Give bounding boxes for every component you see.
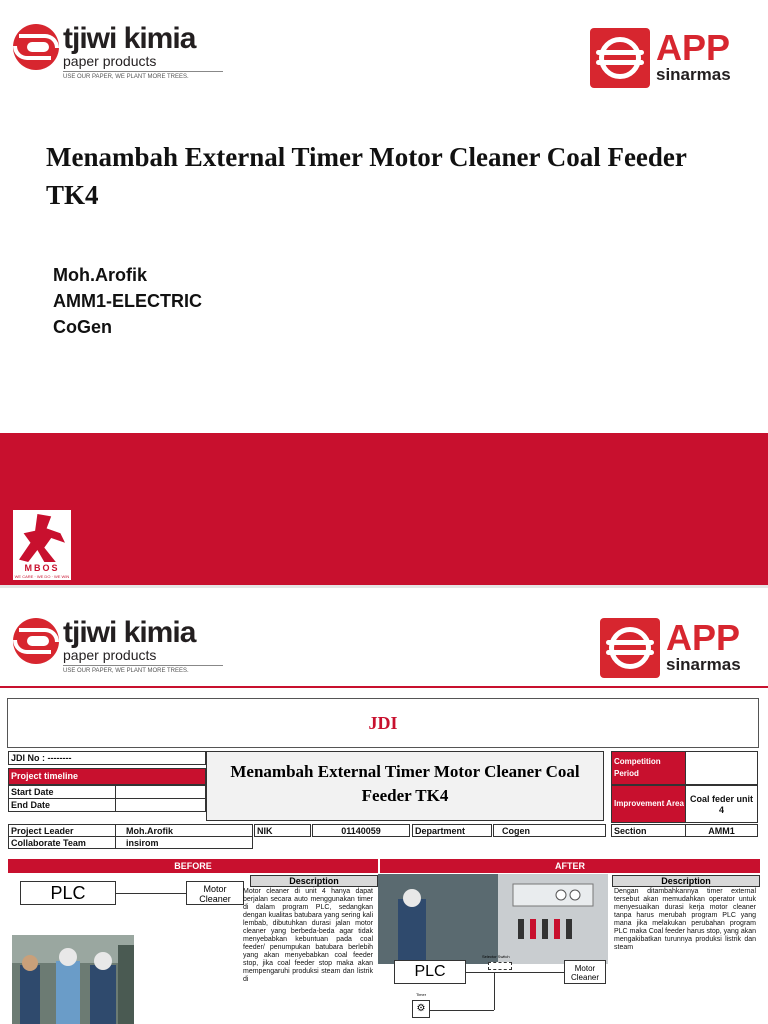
app-emblem-icon [590, 28, 650, 88]
nik-value: 01140059 [312, 824, 410, 837]
before-description: Motor cleaner di unit 4 hanya dapat berjalan secara auto menggunakan timer di dalam program PLC, sedangkan dengan kualitas batubara yang sering kali lembab, dibutuhkan durasi jalan motor cleaner yang berbeda-beda agar tidak menyebabkan kebuntuan pada coal feeder/ penumpukan batubara berlebih yang akan menyebabkan coal feeder stop, jika coal feeder stop maka akan mempengaruhi produksi steam dan listrik di [243, 888, 373, 983]
tjiwi-kimia-emblem-icon [13, 24, 59, 70]
before-description-header: Description [250, 875, 378, 887]
tjiwi-kimia-logo-2 [13, 618, 223, 674]
timer-icon: ⚙ [412, 1000, 430, 1018]
author-department: AMM1-ELECTRIC [53, 291, 202, 311]
competition-period-value [685, 751, 758, 785]
before-motor-box: Motor Cleaner [186, 881, 244, 905]
end-date-value [115, 798, 206, 812]
app-logo-sub: sinarmas [656, 65, 731, 84]
red-footer-band [0, 433, 768, 586]
logo-tagline: USE OUR PAPER, WE PLANT MORE TREES. [63, 74, 189, 80]
app-sinarmas-logo-2 [600, 618, 741, 678]
author-block [53, 262, 202, 340]
collaborate-team-label: Collaborate Team [8, 836, 116, 849]
jdi-number: JDI No : -------- [8, 751, 206, 765]
header-rule [0, 686, 768, 688]
jdi-header-frame [7, 698, 759, 748]
app-emblem-icon [600, 618, 660, 678]
section-value: AMM1 [685, 824, 758, 837]
after-diagram [382, 954, 608, 1024]
project-leader-value: Moh.Arofik [115, 824, 253, 837]
start-date-value [115, 785, 206, 799]
timer-label: Timer [416, 992, 427, 997]
department-value: Cogen [493, 824, 606, 837]
runner-figure-icon [19, 514, 65, 562]
before-plc-box: PLC [20, 881, 116, 905]
start-date-label: Start Date [8, 785, 116, 799]
logo-name: tjiwi kimia [63, 616, 196, 649]
improvement-area-label: Improvement Area [611, 785, 686, 823]
after-description: Dengan ditambahkannya timer external tersebut akan memudahkan operator untuk menyesuaikan durasi kerja motor cleaner tanpa harus merubah program PLC yang mana jika melakukan perubahan program PLC maka Coal feeder harus stop, yang akan mengakibatkan turunnya produksi listrik dan steam [614, 888, 756, 951]
after-plc-box: PLC [394, 960, 466, 984]
before-header: BEFORE [8, 859, 378, 873]
logo-name: tjiwi kimia [63, 22, 196, 55]
app-sinarmas-logo [590, 28, 731, 88]
selector-switch-label: Selector Switch [482, 954, 510, 959]
after-description-header: Description [612, 875, 760, 887]
competition-period-label: Competition Period [611, 751, 686, 785]
after-photo [378, 874, 608, 964]
tjiwi-kimia-emblem-icon [13, 618, 59, 664]
slide-title: Menambah External Timer Motor Cleaner Coal Feeder TK4 [46, 142, 687, 210]
department-label: Department [412, 824, 492, 837]
tjiwi-kimia-logo [13, 24, 223, 80]
before-photo [12, 935, 134, 1024]
nik-label: NIK [254, 824, 311, 837]
mbos-tagline: WE CARE · WE DO · WE WIN [14, 574, 70, 579]
jdi-project-title: Menambah External Timer Motor Cleaner Coal Feeder TK4 [206, 751, 604, 821]
project-leader-label: Project Leader [8, 824, 116, 837]
app-logo-name: APP [666, 617, 741, 658]
app-logo-name: APP [656, 27, 731, 68]
app-logo-sub: sinarmas [666, 655, 741, 674]
author-unit: CoGen [53, 317, 113, 337]
project-timeline-label: Project timeline [8, 768, 206, 785]
logo-tagline: USE OUR PAPER, WE PLANT MORE TREES. [63, 668, 189, 674]
mbos-name: MBOS [24, 563, 60, 573]
mbos-logo [13, 510, 71, 580]
jdi-heading: JDI [368, 713, 398, 733]
author-name: Moh.Arofik [53, 265, 147, 285]
after-header: AFTER [380, 859, 760, 873]
jdi-slide [0, 588, 768, 1024]
improvement-area-value: Coal feder unit 4 [685, 785, 758, 823]
section-label: Section [611, 824, 686, 837]
end-date-label: End Date [8, 798, 116, 812]
selector-switch-box [488, 962, 512, 970]
after-motor-box: Motor Cleaner [564, 960, 606, 984]
collaborate-team-value: insirom [115, 836, 253, 849]
logo-sub: paper products [63, 53, 157, 69]
logo-sub: paper products [63, 647, 157, 663]
before-diagram [10, 876, 248, 932]
